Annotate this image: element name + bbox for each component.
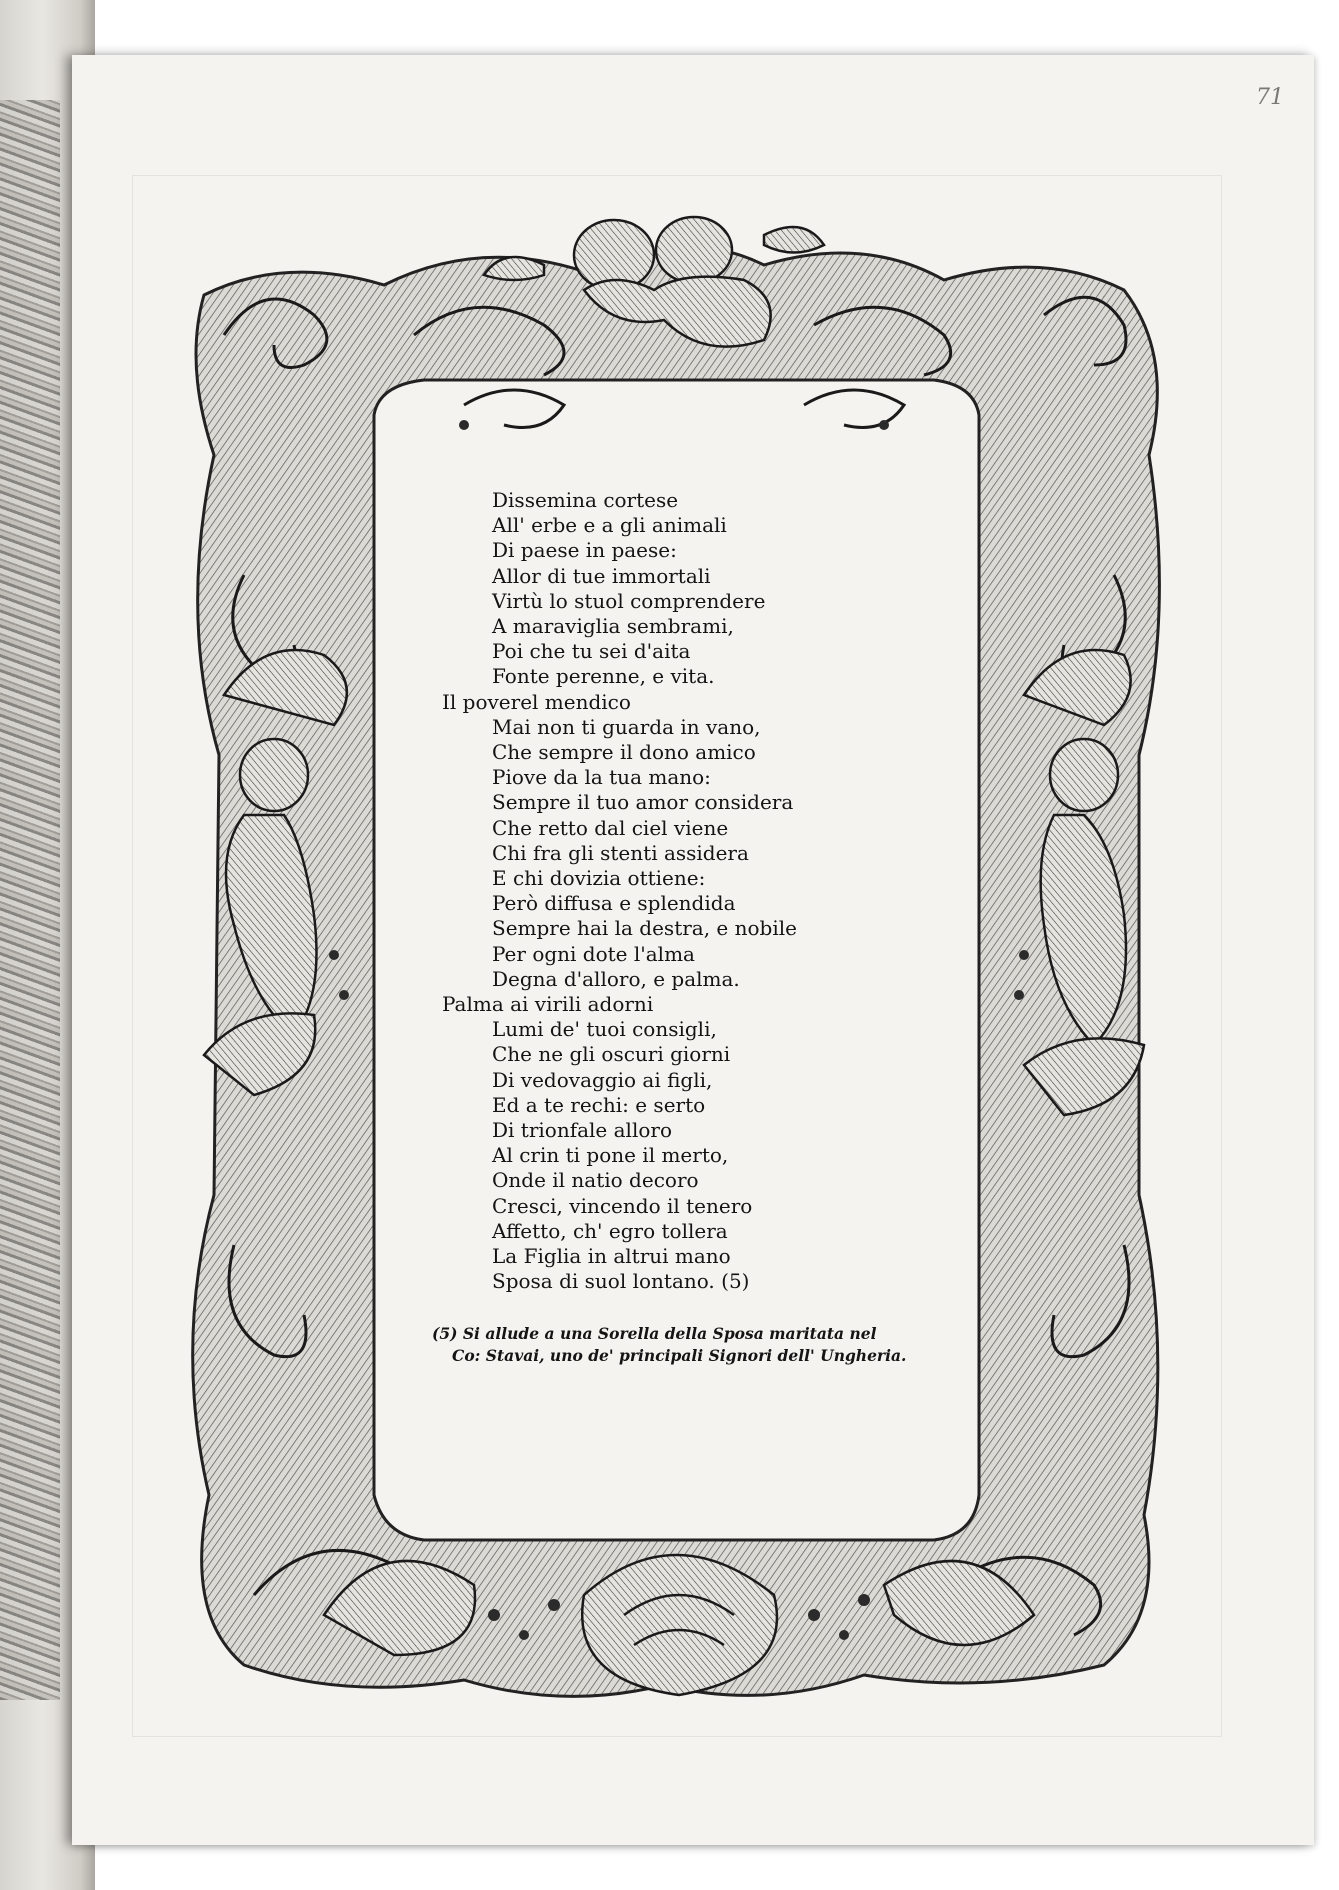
verse-line: Il poverel mendico — [442, 689, 631, 714]
verse-line: Onde il natio decoro — [492, 1168, 699, 1193]
page-number: 71 — [1256, 85, 1284, 110]
verse-line: Per ogni dote l'alma — [492, 941, 695, 966]
verse-line: Mai non ti guarda in vano, — [492, 714, 761, 739]
verse-line: Sempre hai la destra, e nobile — [492, 916, 797, 941]
verse-line: Degna d'alloro, e palma. — [492, 966, 740, 991]
verse-line: Però diffusa e splendida — [492, 891, 736, 916]
verse-line: All' erbe e a gli animali — [492, 513, 727, 538]
verse-line: A maraviglia sembrami, — [492, 614, 734, 639]
footnote-line-1: (5) Si allude a una Sorella della Sposa maritata nel — [432, 1324, 877, 1343]
verse-line: Virtù lo stuol comprendere — [492, 588, 766, 613]
verse-line: Di trionfale alloro — [492, 1118, 672, 1143]
book-page — [72, 55, 1314, 1845]
footnote-line-2: Co: Stavai, uno de' principali Signori dell' Ungheria. — [452, 1346, 907, 1365]
verse-line: Ed a te rechi: e serto — [492, 1092, 706, 1117]
verse-line: Lumi de' tuoi consigli, — [492, 1017, 717, 1042]
verse-line: Al crin ti pone il merto, — [492, 1143, 729, 1168]
verse-line: E chi dovizia ottiene: — [492, 866, 706, 891]
verse-line: Palma ai virili adorni — [442, 992, 654, 1017]
verse-line: Che sempre il dono amico — [492, 740, 756, 765]
verse-line: Poi che tu sei d'aita — [492, 639, 691, 664]
verse-line: Allor di tue immortali — [492, 563, 711, 588]
poem-text — [442, 488, 1062, 1295]
verse-line: Dissemina cortese — [492, 488, 679, 512]
verse-line: La Figlia in altrui mano — [492, 1244, 731, 1269]
verse-line: Fonte perenne, e vita. — [492, 664, 715, 689]
verse-line: Cresci, vincendo il tenero — [492, 1193, 753, 1218]
facing-page-engraving — [0, 100, 60, 1700]
verse-line: Che retto dal ciel viene — [492, 815, 729, 840]
verse-line: Chi fra gli stenti assidera — [492, 840, 749, 865]
verse-line: Di paese in paese: — [492, 538, 677, 563]
verse-line: Affetto, ch' egro tollera — [492, 1218, 728, 1243]
verse-line: Sposa di suol lontano. (5) — [492, 1269, 750, 1294]
verse-line: Di vedovaggio ai figli, — [492, 1067, 713, 1092]
verse-line: Piove da la tua mano: — [492, 765, 711, 790]
verse-line: Sempre il tuo amor considera — [492, 790, 794, 815]
verse-line: Che ne gli oscuri giorni — [492, 1042, 731, 1067]
footnote — [432, 1323, 1092, 1367]
